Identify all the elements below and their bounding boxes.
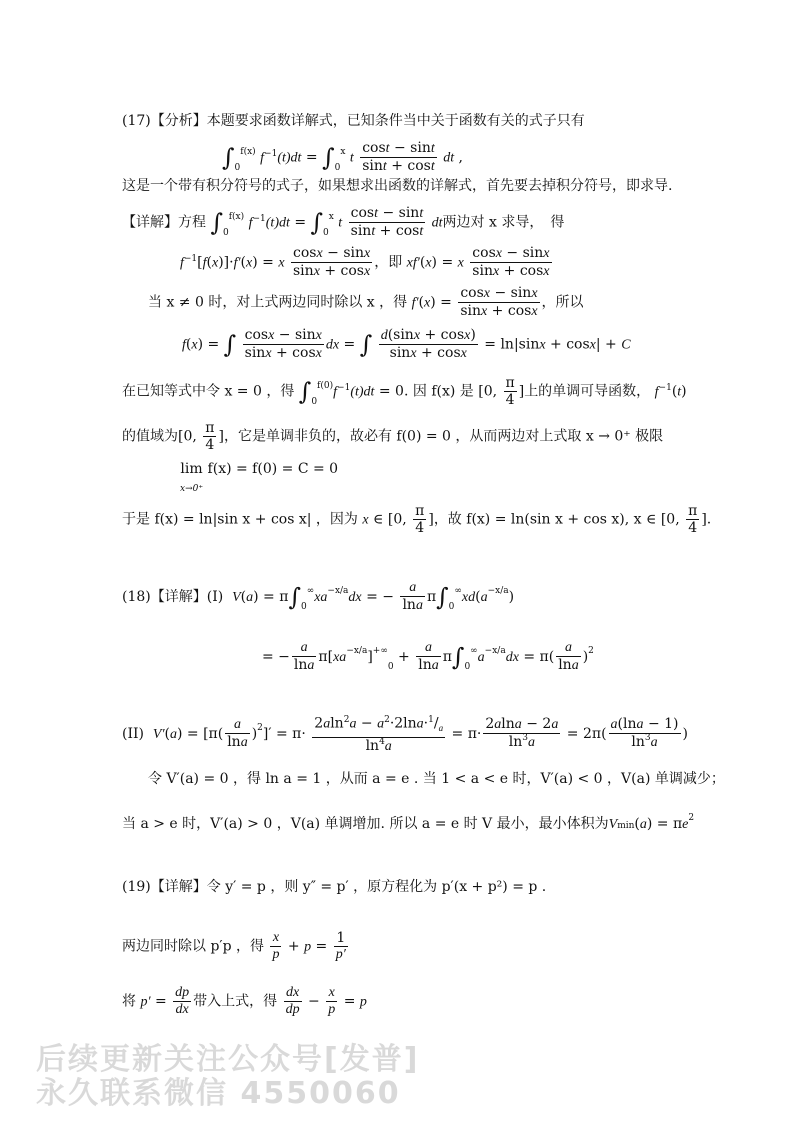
p17-integral-eq: f(x) = ∫ $\frac{\cos x - \sin x}{\sin x + \cos x}$ dx = ∫ $\frac{d(\sin x + \cos x)}{\sin x + \cos x}$ = ln|sinx + cosx| + C	[182, 327, 631, 361]
p17-detail-a: 方程	[178, 214, 206, 231]
p18-line-b: 当 a > e 时，V′(a) > 0 ，V(a) 单调增加. 所以 a = e 时 V 最小，最小体积为	[122, 816, 609, 832]
p18-label: (18)【详解】(I)	[122, 589, 224, 605]
p18-line3: (II) V′(a) = [π( $\frac{a}{\ln a}$ )$^2$]′ = π· $\frac{2aln^2a - a^2\cdot 2\ln a\cdot^1/_a}{\ln^4a}$ = π· $\frac{2alna - 2a}{\ln^3a}$ = 2π( $\frac{a(\ln a - 1)}{\ln^3a}$ )	[122, 712, 688, 756]
p17-limit-text: f(x) = f(0) = C = 0	[207, 461, 339, 477]
p18-part2: (II)	[122, 726, 144, 743]
p17-cond-end: ，所以	[541, 294, 584, 311]
p17-given-equation: $\int_0^{f(x)}$ $f^{-1}(t)dt = \int_0^x$ t $\frac{\cos t - \sin t}{\sin t + \cos t}$ dt ,	[222, 140, 463, 174]
p19-label: (19)【详解】	[122, 879, 207, 895]
p17-intro-line	[122, 112, 585, 130]
p17-line2: 这是一个带有积分符号的式子，如果想求出函数的详解式，首先要去掉积分符号，即求导.	[122, 178, 673, 194]
p17-detail-b: 两边对 x 求导， 得	[442, 214, 565, 231]
p19-line3a: 将	[122, 993, 136, 1010]
p17-final-a: 于是 f(x) = ln|sin x + cos x| ，因为	[122, 511, 358, 528]
p17-given-line: 在已知等式中令 x = 0 ，得 $\int_0^{f(0)}f^{-1}(t)dt = 0$. 因 f(x) 是 [0, $\frac{\pi}{4}$ ]上的单调可导函数， $f^{-1}(t)$	[122, 375, 687, 408]
p17-cond-line: 当 x ≠ 0 时，对上式两边同时除以 x ，得 f′(x) = $\frac{\cos x - \sin x}{\sin x + \cos x}$ ，所以	[148, 285, 584, 319]
p17-limit: lim x→0⁺ f(x) = f(0) = C = 0	[180, 461, 339, 494]
p18-line2: = − $\frac{a}{\ln a}$ $\pi[xa^{-x/a}]^{+\infty}_0$ + $\frac{a}{\ln a}$ $\pi\int_0^\infty a^{-x/a}dx = \pi$( $\frac{a}{\ln a}$ )$^2$	[262, 640, 594, 673]
watermark-line2: 永久联系微信 4550060	[36, 1076, 401, 1111]
p17-final-b: ，故 f(x) = ln(sin x + cos x), x ∈	[433, 511, 657, 528]
p17-mid-a: ，即	[374, 254, 403, 271]
p18-line1: (18)【详解】(I) $V(a) = \pi\int_0^\infty xa^{-x/a}dx$ = − $\frac{a}{\ln a}$ $\pi\int_0^\infty xd(a^{-x/a})$	[122, 580, 515, 613]
p17-given-c: 上的单调可导函数，	[524, 383, 651, 400]
p18-line5: 当 a > e 时，V′(a) > 0 ，V(a) 单调增加. 所以 a = e 时 V 最小，最小体积为$Vmin(a) = \pi e^2$	[122, 813, 695, 832]
p19-line3: 将 p′ = $\frac{dp}{dx}$ 带入上式，得 $\frac{dx}{dp}$ − $\frac{x}{p}$ = p	[122, 985, 367, 1017]
p17-derivative-eq: $f^{-1}[f(x)]\cdot f'(x) = x$ $\frac{\cos x - \sin x}{\sin x + \cos x}$ ，即 xf′(x) = x $\frac{\cos x - \sin x}{\sin x + \cos x}$	[180, 245, 550, 279]
p17-detail-line: 【详解】方程 $\int_0^{f(x)}$ $f^{-1}(t)dt = \int_0^x$ t $\frac{\cos t - \sin t}{\sin t + \cos t}$ dt两边对 x 求导， 得	[122, 205, 565, 239]
p19-line1-text: 令 y′ = p ，则 y″ = p′ ，原方程化为 p′(x + p²) = p .	[206, 879, 547, 895]
p17-cond: 当 x ≠ 0 时，对上式两边同时除以 x ，得	[148, 294, 408, 311]
p19-line1	[122, 878, 546, 896]
p17-range-a: 的值域为	[122, 428, 178, 445]
p17-label: (17)【分析】	[122, 113, 207, 129]
p17-range-line: 的值域为[0, $\frac{\pi}{4}$ ]，它是单调非负的，故必有 f(0) = 0 ，从而两边对上式取 x → 0⁺ 极限	[122, 420, 664, 453]
watermark-line1: 后续更新关注公众号[发普]	[36, 1042, 420, 1077]
p18-line4: 令 V′(a) = 0 ，得 ln a = 1 ，从而 a = e . 当 1 < a < e 时，V′(a) < 0 ，V(a) 单调减少；	[148, 771, 725, 787]
p19-line3b: 带入上式，得	[193, 993, 278, 1010]
p17-given-b: . 因 f(x) 是	[403, 383, 474, 400]
p19-line2a: 两边同时除以 p′p ，得	[122, 938, 265, 955]
p17-intro: 本题要求函数详解式，已知条件当中关于函数有关的式子只有	[206, 113, 585, 129]
p17-final-end: .	[706, 511, 712, 528]
p19-line2: 两边同时除以 p′p ，得 $\frac{x}{p}$ + p = $\frac{1}{p'}$	[122, 930, 346, 962]
p17-given-a: 在已知等式中令 x = 0 ，得	[122, 383, 295, 400]
p17-final-line: 于是 f(x) = ln|sin x + cos x| ，因为 x ∈ [0, $\frac{\pi}{4}$ ]，故 f(x) = ln(sin x + cos x), x ∈ [0, $\frac{\pi}{4}$ ].	[122, 503, 712, 536]
p17-detail-label: 【详解】	[122, 214, 178, 231]
p17-range-b: ，它是单调非负的，故必有 f(0) = 0 ，从而两边对上式取 x → 0⁺ 极限	[223, 428, 664, 445]
